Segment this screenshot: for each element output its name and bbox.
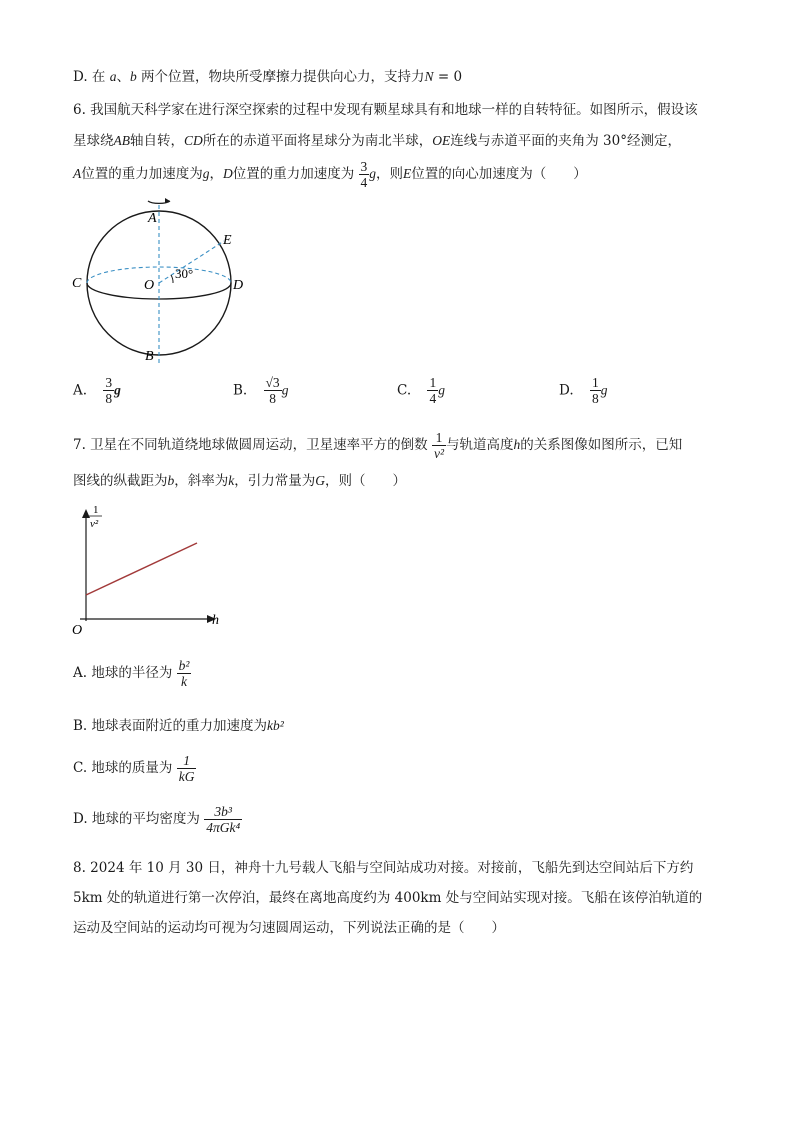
q6-fraction-3-4: $\frac{3}{4}$ (360, 159, 368, 190)
label-o: O (144, 278, 155, 293)
q8-line-1: 8. 2024 年 10 月 30 日，神舟十九号载人飞船与空间站成功对接。对接前，飞船先到达空间站后下方约 (73, 860, 694, 876)
label-angle: 30° (175, 266, 194, 281)
y-label-den: v² (90, 518, 99, 530)
graph-line (86, 543, 197, 595)
q6-option-d: D. $\frac{1}{8}$ g (559, 375, 608, 406)
q8-line-2: 5km 处的轨道进行第一次停泊，最终在离地高度约为 400km 处与空间站实现对接。飞船在该停泊轨道的 (73, 890, 703, 906)
q6-sphere-figure (66, 195, 266, 365)
x-label: h (212, 613, 219, 628)
q6-line-2: 星球绕AB轴自转，CD所在的赤道平面将星球分为南北半球，OE连线与赤道平面的夹角为 30°经测定， (73, 133, 681, 149)
label-d: D (233, 278, 244, 293)
q8-line-3: 运动及空间站的运动均可视为匀速圆周运动，下列说法正确的是（ ） (73, 920, 505, 936)
y-label-num: 1 (93, 504, 99, 516)
origin-label: O (72, 623, 83, 638)
label-b: B (145, 349, 154, 364)
q6-option-c: C. $\frac{1}{4}$ g (397, 375, 445, 406)
y-axis-arrow-icon (82, 509, 90, 518)
angle-arc (171, 275, 173, 283)
q7-option-c: C. 地球的质量为 $\frac{1}{kG}$ (73, 753, 195, 784)
q7-line-2: 图线的纵截距为b，斜率为k，引力常量为G，则（ ） (73, 473, 406, 489)
q7-option-a: A. 地球的半径为 $\frac{\text{b²}}{k}$ (73, 658, 190, 689)
label-c: C (72, 276, 82, 291)
q6-line-1: 6. 我国航天科学家在进行深空探索的过程中发现有颗星球具有和地球一样的自转特征。如图所示，假设该 (73, 102, 698, 118)
q7-option-b: B. 地球表面附近的重力加速度为kb² (73, 718, 284, 734)
label-a: A (148, 211, 157, 226)
q7-line-1: 7. 卫星在不同轨道绕地球做圆周运动，卫星速率平方的倒数 $\frac{1}{\text{v²}}$ 与轨道高度h的关系图像如图所示，已知 (73, 430, 683, 461)
q7-graph (66, 503, 226, 638)
label-e: E (223, 233, 232, 248)
q6-option-a: A. $\frac{3}{8}$ g (73, 375, 121, 406)
q7-option-d: D. 地球的平均密度为 $\frac{\text{3b³}}{\text{4πGk⁴}}$ (73, 804, 241, 835)
q6-option-b: B. $\frac{√3}{8}$ g (233, 375, 289, 406)
q5-option-d: D. 在 a、b 两个位置，物块所受摩擦力提供向心力，支持力N = 0 (73, 69, 463, 85)
q6-line-3: A位置的重力加速度为g，D位置的重力加速度为 $\frac{3}{4}$ g，则E位置的向心加速度为（ ） (73, 159, 587, 190)
